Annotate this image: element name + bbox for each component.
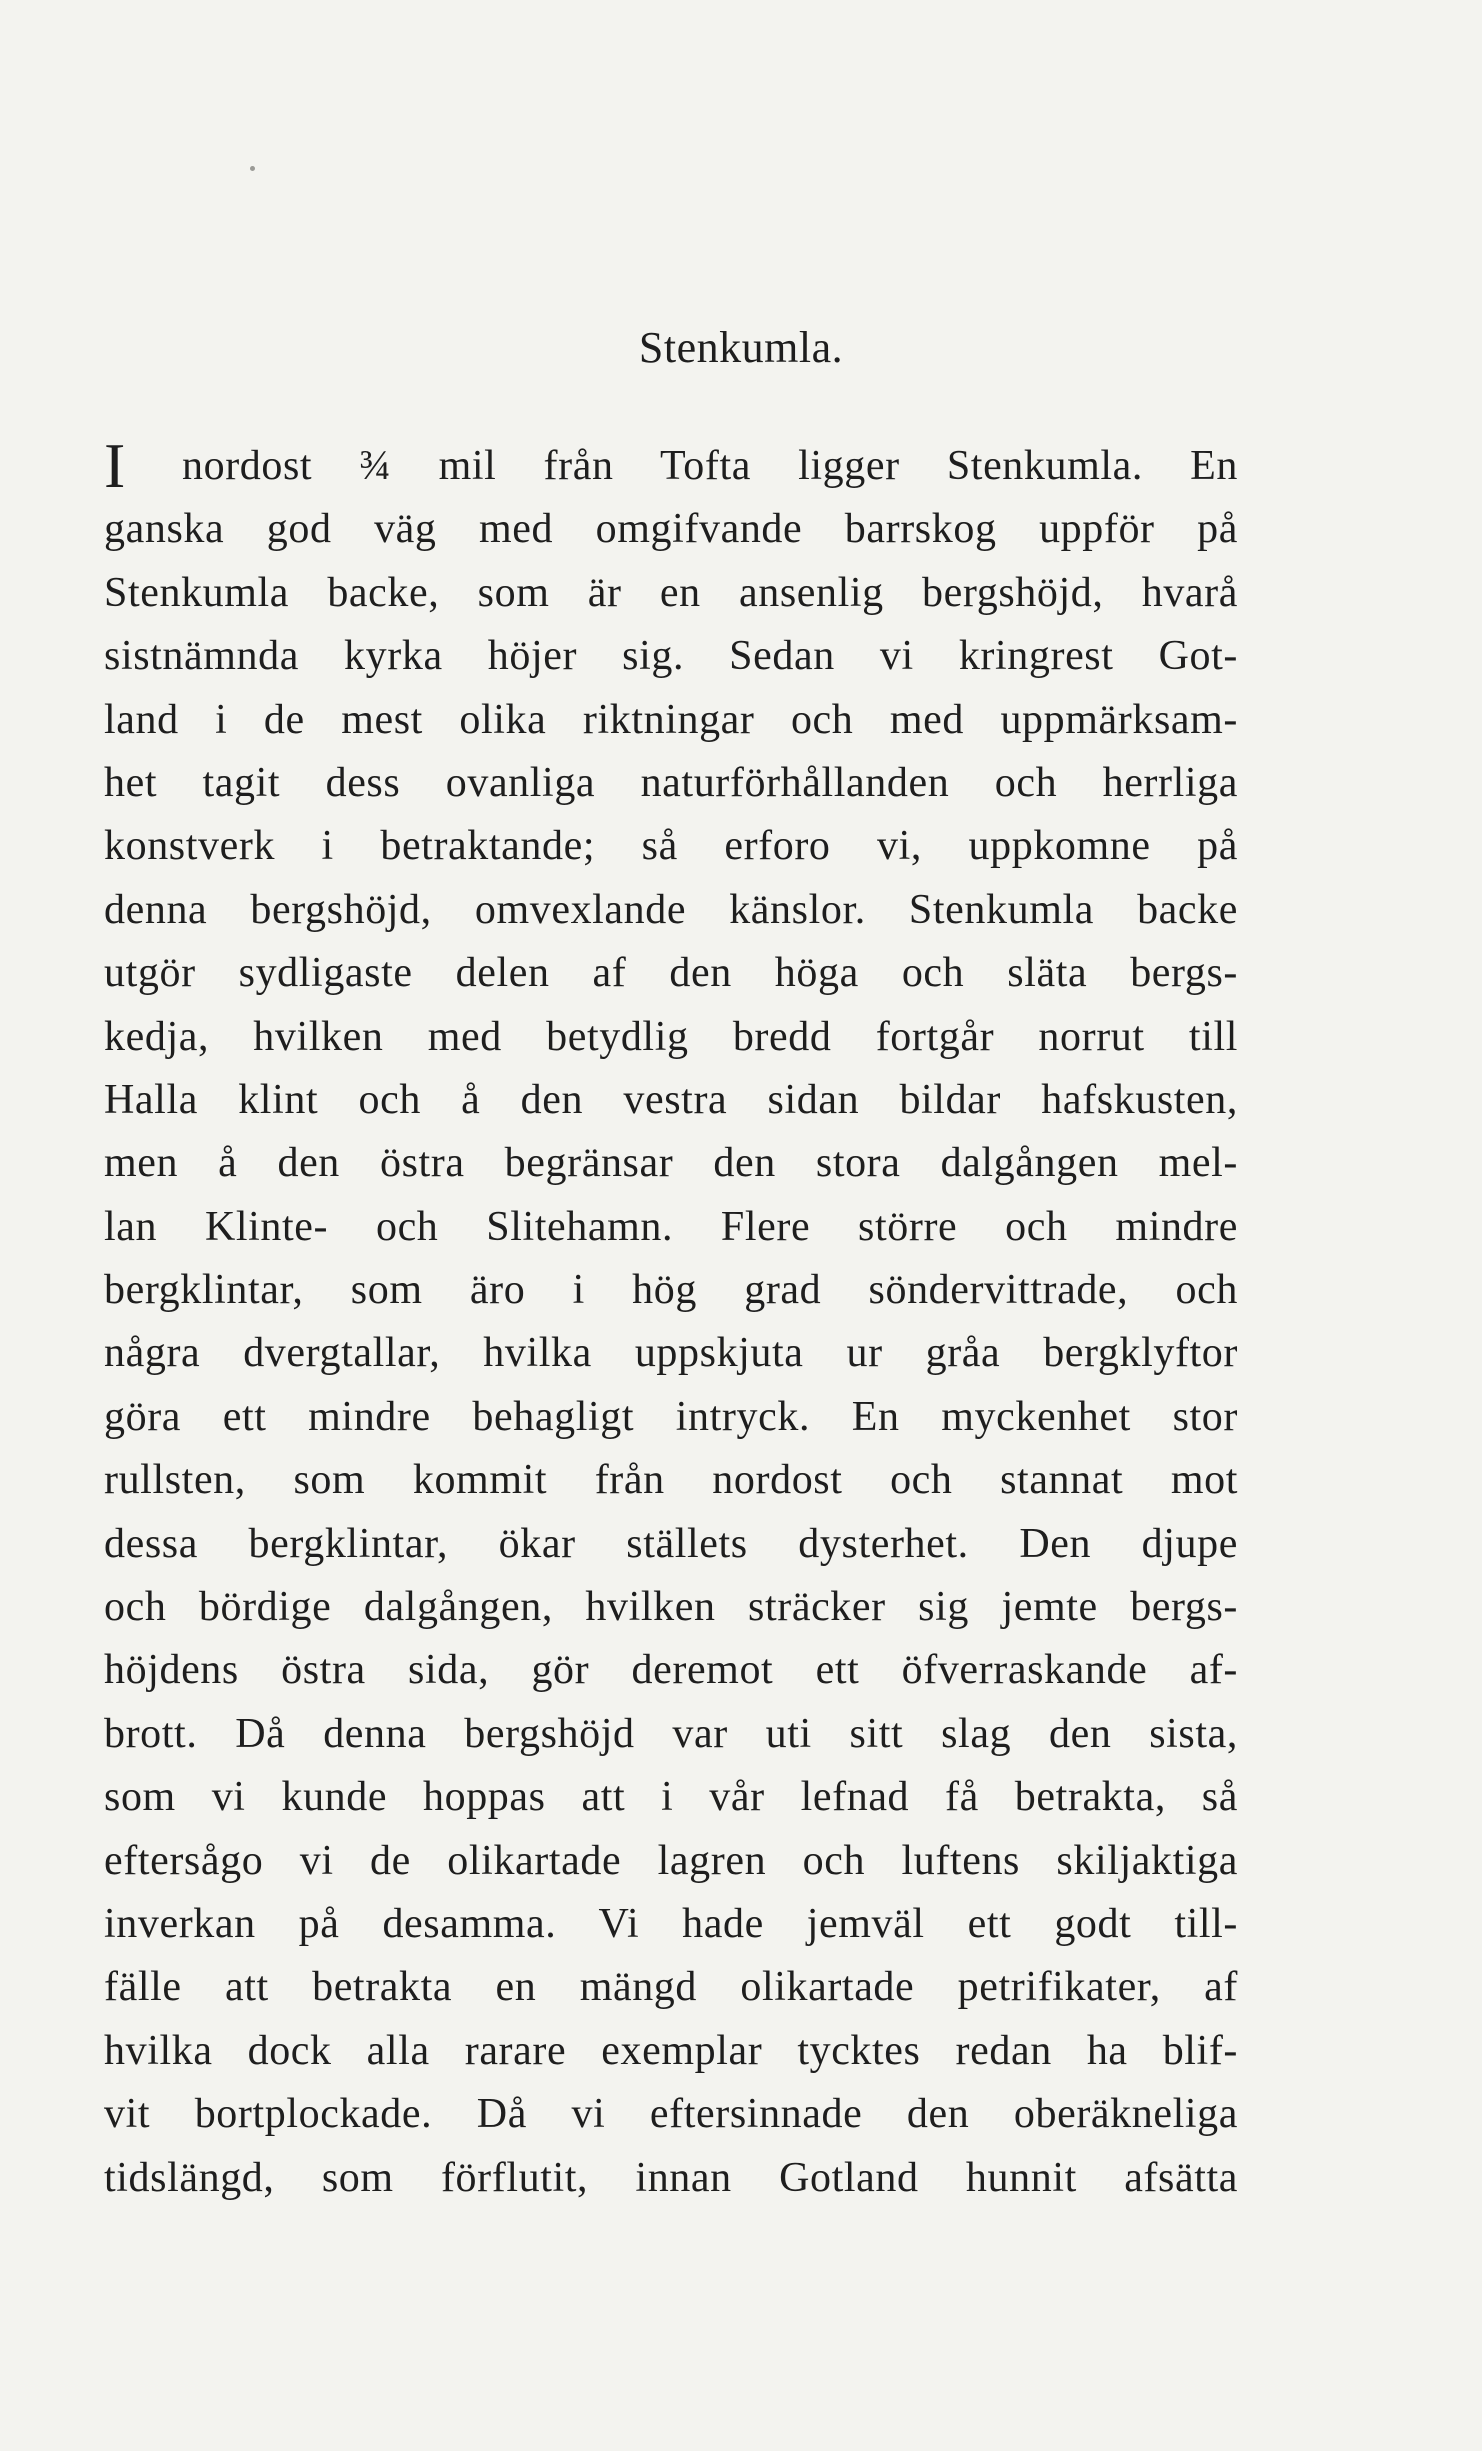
text-line: höjdens östra sida, gör deremot ett öfverraskande af- [104, 1647, 1238, 1694]
text-line: fälle att betrakta en mängd olikartade petrifikater, af [104, 1964, 1238, 2011]
text-line: bergklintar, som äro i hög grad söndervittrade, och [104, 1267, 1238, 1314]
paper-speck [250, 166, 255, 171]
text-line: Halla klint och å den vestra sidan bildar hafskusten, [104, 1076, 1238, 1123]
initial-letter: I [104, 430, 126, 501]
text-line: hvilka dock alla rarare exemplar tycktes redan ha blif- [104, 2027, 1238, 2074]
text-line: vit bortplockade. Då vi eftersinnade den oberäkneliga [104, 2091, 1238, 2138]
text-line: rullsten, som kommit från nordost och stannat mot [104, 1457, 1238, 1504]
text-line: tidslängd, som förflutit, innan Gotland hunnit afsätta [104, 2154, 1238, 2201]
text-line: som vi kunde hoppas att i vår lefnad få betrakta, så [104, 1774, 1238, 1821]
text-line: denna bergshöjd, omvexlande känslor. Stenkumla backe [104, 886, 1238, 933]
text-line: några dvergtallar, hvilka uppskjuta ur gråa bergklyftor [104, 1330, 1238, 1377]
text-line: eftersågo vi de olikartade lagren och luftens skiljaktiga [104, 1837, 1238, 1884]
text-line: kedja, hvilken med betydlig bredd fortgår norrut till [104, 1013, 1238, 1060]
text-line: konstverk i betraktande; så erforo vi, uppkomne på [104, 823, 1238, 870]
page-title: Stenkumla. [638, 323, 844, 372]
text-line: het tagit dess ovanliga naturförhållanden och herrliga [104, 759, 1238, 806]
body-text [104, 430, 1238, 2210]
text-line: land i de mest olika riktningar och med uppmärksam- [104, 696, 1238, 743]
text-line: inverkan på desamma. Vi hade jemväl ett godt till- [104, 1900, 1238, 1947]
text-line: dessa bergklintar, ökar ställets dysterhet. Den djupe [104, 1520, 1238, 1567]
text-line: sistnämnda kyrka höjer sig. Sedan vi kringrest Got- [104, 633, 1238, 680]
text-line: ganska god väg med omgifvande barrskog uppför på [104, 506, 1238, 553]
text-line: brott. Då denna bergshöjd var uti sitt slag den sista, [104, 1710, 1238, 1757]
text-line: Stenkumla backe, som är en ansenlig bergshöjd, hvarå [104, 569, 1238, 616]
text-line: och bördige dalgången, hvilken sträcker sig jemte bergs- [104, 1584, 1238, 1631]
text-line: utgör sydligaste delen af den höga och släta bergs- [104, 950, 1238, 997]
text-line: lan Klinte- och Slitehamn. Flere större och mindre [104, 1203, 1238, 1250]
text-line: nordost ¾ mil från Tofta ligger Stenkumla. En [182, 443, 1238, 489]
text-line: göra ett mindre behagligt intryck. En myckenhet stor [104, 1393, 1238, 1440]
text-line: men å den östra begränsar den stora dalgången mel- [104, 1140, 1238, 1187]
